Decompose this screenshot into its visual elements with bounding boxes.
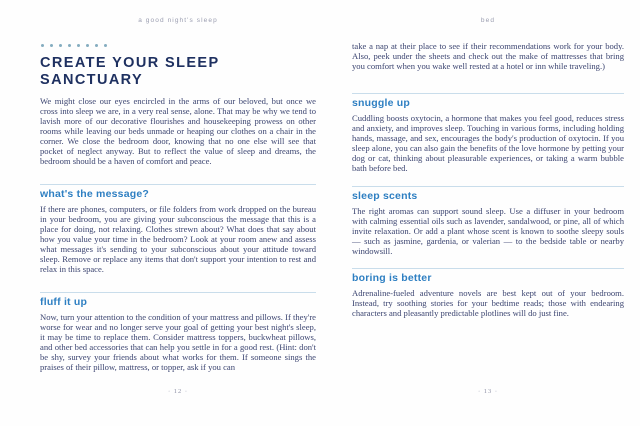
dot-icon [68, 44, 71, 47]
section-heading-whats-the-message: what's the message? [40, 188, 149, 200]
page-number-left: · 12 · [167, 388, 189, 395]
dot-icon [41, 44, 44, 47]
section-divider [40, 184, 316, 185]
page-number-right: · 13 · [477, 388, 499, 395]
section-divider [40, 292, 316, 293]
section-body-boring-is-better: Adrenaline-fueled adventure novels are best kept out of your bedroom. Instead, try soothing stories for your bedtime reads; those with endearing characters and pleasantly predictable plotlines will do just fine. [352, 288, 624, 318]
dot-icon [104, 44, 107, 47]
page-left [40, 0, 316, 426]
section-body-whats-the-message: If there are phones, computers, or file folders from work dropped on the bureau in your bedroom, you are giving your subconscious the message that this is a place for doing, not relaxing. Clothes strewn about? What does that say about how you value your time in the bedroom? Look at your room anew and assess what messages it's sending to your subconscious about your attitude toward sleep. Remove or replace any items that don't support your intention to rest and relax in this space. [40, 204, 316, 274]
decorative-dots-row [41, 44, 107, 47]
continuation-paragraph: take a nap at their place to see if their recommendations work for your body. Also, peek under the sheets and check out the make of mattresses that bring you comfort when you wake well rested at a hotel or inn while traveling.) [352, 41, 624, 71]
section-divider [352, 186, 624, 187]
section-divider [352, 268, 624, 269]
chapter-title: CREATE YOUR SLEEP SANCTUARY [40, 55, 220, 88]
section-heading-boring-is-better: boring is better [352, 272, 432, 284]
running-head-left: a good night's sleep [138, 17, 218, 24]
section-heading-snuggle-up: snuggle up [352, 97, 410, 109]
section-body-snuggle-up: Cuddling boosts oxytocin, a hormone that makes you feel good, reduces stress and anxiety, and improves sleep. Touching in various forms, including holding hands, massage, and sex, encourages the body's production of oxytocin. If you sleep alone, you can also gain the benefits of the love hormone by petting your dog or cat, thinking about pleasurable experiences, or taking a warm bubble bath before bed. [352, 113, 624, 173]
section-body-fluff-it-up: Now, turn your attention to the condition of your mattress and pillows. If they're worse for wear and no longer serve your goal of getting your best night's sleep, it may be time to replace them. Consider mattress toppers, buckwheat pillows, and other bed accessories that can help you settle in for a good rest. (Hint: don't be shy, survey your friends about what works for them. If someone sings the praises of their pillow, mattress, or topper, ask if you can [40, 312, 316, 372]
section-heading-fluff-it-up: fluff it up [40, 296, 88, 308]
dot-icon [59, 44, 62, 47]
section-heading-sleep-scents: sleep scents [352, 190, 418, 202]
page-right [352, 0, 624, 426]
section-divider [352, 93, 624, 94]
dot-icon [86, 44, 89, 47]
dot-icon [95, 44, 98, 47]
dot-icon [50, 44, 53, 47]
intro-paragraph: We might close our eyes encircled in the arms of our beloved, but once we cross into sleep we are, in a very real sense, alone. That may be why we tend to lavish more of our decorative flourishes and housekeeping prowess on other rooms while leaving our beds unmade or heaping our clothes on a chair in the corner. We close the bedroom door, knowing that no one else will see that pocket of neglect anyway. But to reflect the value of sleep and dreams, the bedroom should be a haven of comfort and peace. [40, 96, 316, 166]
section-body-sleep-scents: The right aromas can support sound sleep. Use a diffuser in your bedroom with calming essential oils such as lavender, sandalwood, or pine, all of which invite relaxation. Or add a plant whose scent is known to soothe sleepy souls — such as jasmine, gardenia, or valerian — to the bedside table or nearby windowsill. [352, 206, 624, 256]
running-head-right: bed [480, 17, 496, 24]
dot-icon [77, 44, 80, 47]
